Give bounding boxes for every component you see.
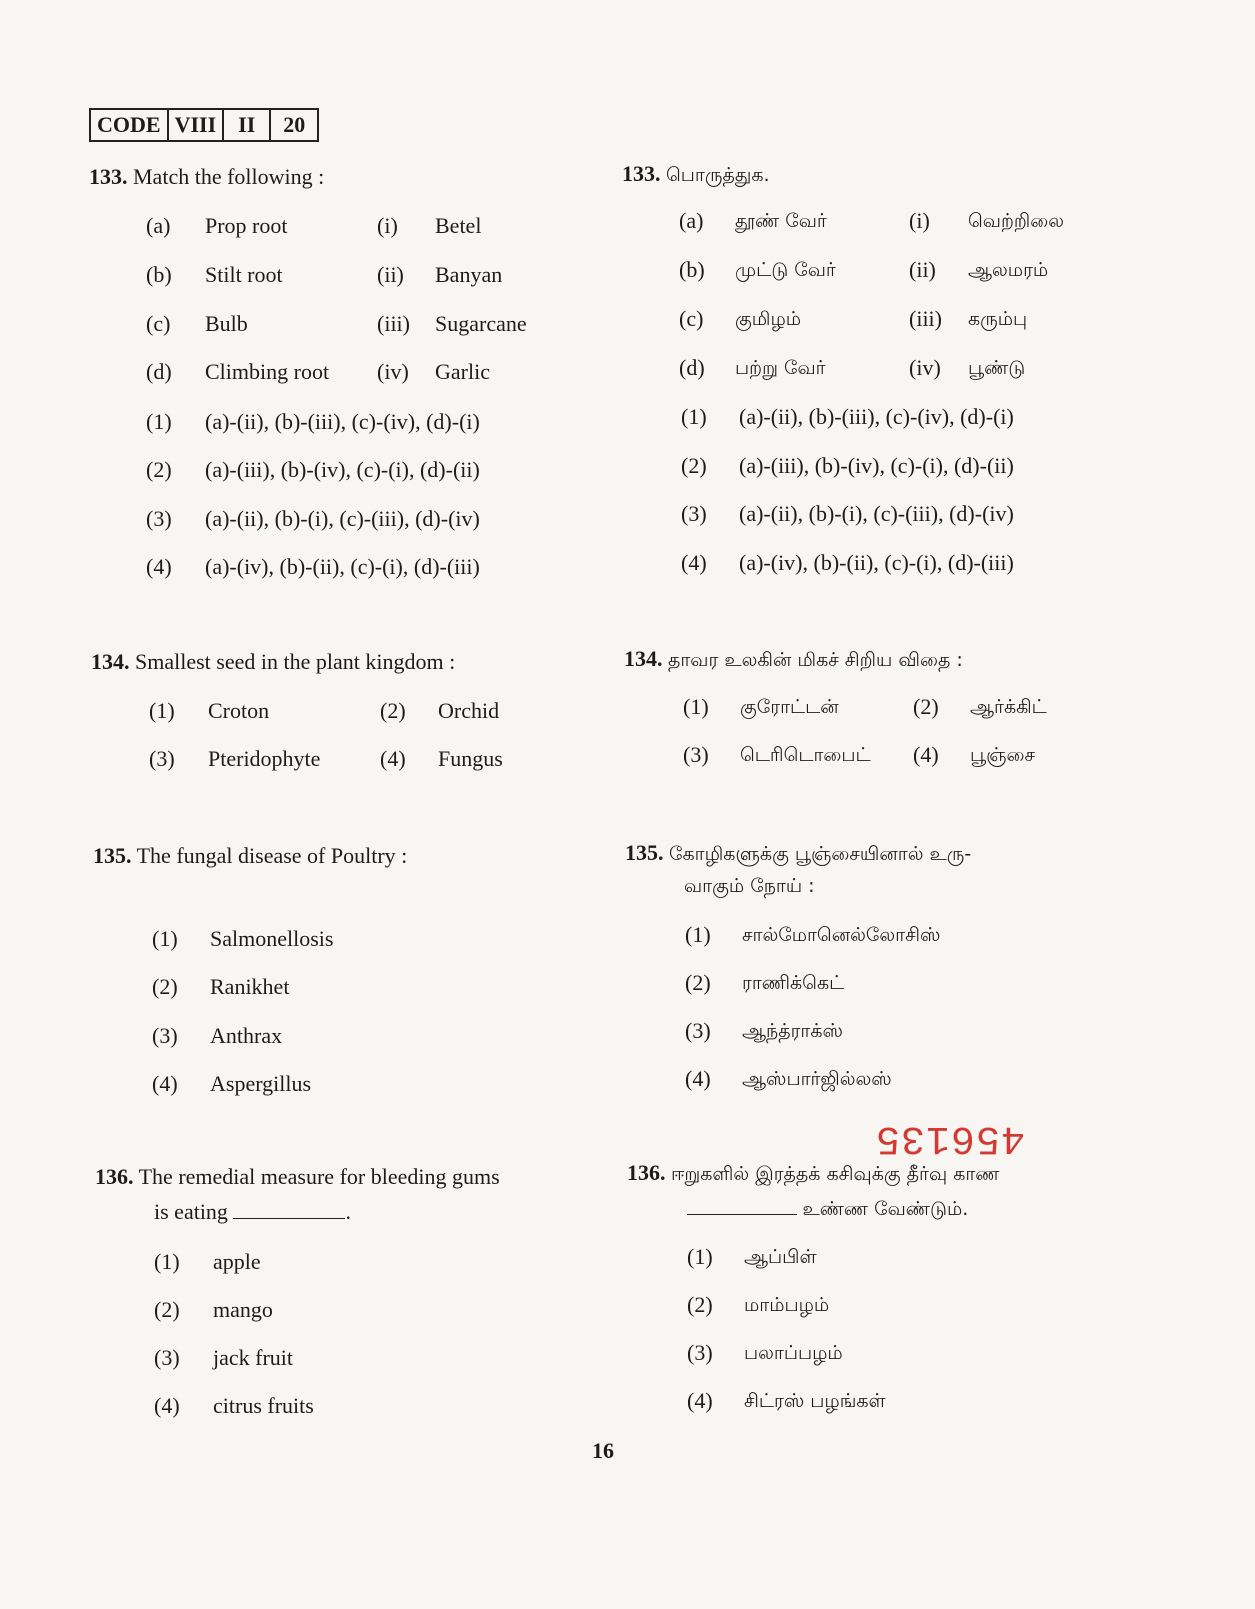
option-number: (3) (681, 501, 707, 526)
exam-code-box (89, 108, 319, 142)
question-text: தாவர உலகின் மிகச் சிறிய விதை : (668, 649, 963, 671)
question-number: 133. (89, 164, 128, 189)
question-text: is eating (154, 1199, 228, 1224)
question-number: 134. (91, 649, 130, 674)
option-number: (1) (154, 1249, 180, 1274)
option-number: (2) (687, 1292, 713, 1317)
pair-item: Stilt root (205, 262, 283, 287)
option-text: apple (213, 1249, 261, 1274)
option-number: (2) (913, 694, 939, 719)
question-135-en (93, 842, 407, 870)
option-number: (3) (152, 1023, 178, 1048)
option-text: (a)-(iv), (b)-(ii), (c)-(i), (d)-(iii) (205, 554, 480, 579)
answer-blank (687, 1196, 797, 1215)
code-number: 20 (283, 112, 306, 137)
pair-letter: (d) (146, 359, 172, 384)
question-text: ஈறுகளில் இரத்தக் கசிவுக்கு தீர்வு காண (671, 1163, 1000, 1185)
option-text: ஆந்த்ராக்ஸ் (742, 1020, 843, 1042)
pair-letter: (a) (146, 213, 171, 238)
option-text: சிட்ரஸ் பழங்கள் (744, 1390, 886, 1412)
option-number: (3) (685, 1018, 711, 1043)
option-text: Anthrax (210, 1023, 283, 1048)
option-text: Aspergillus (210, 1071, 312, 1096)
option-number: (1) (685, 922, 711, 947)
option-text: jack fruit (213, 1345, 294, 1370)
question-134-ta (624, 645, 963, 674)
option-text: சால்மோனெல்லோசிஸ் (742, 924, 941, 946)
question-134-en (91, 648, 455, 676)
option-number: (4) (380, 746, 406, 771)
code-label: CODE (91, 110, 169, 140)
option-text: (a)-(ii), (b)-(i), (c)-(iii), (d)-(iv) (739, 501, 1014, 526)
question-number: 136. (627, 1160, 666, 1185)
option-number: (3) (687, 1340, 713, 1365)
question-136-en (95, 1163, 500, 1191)
pair-roman: (ii) (377, 262, 404, 287)
pair-match: பூண்டு (968, 357, 1026, 379)
pair-item: Prop root (205, 213, 288, 238)
pair-item: Bulb (205, 311, 248, 336)
pair-roman: (i) (377, 213, 398, 238)
question-136-ta-line2 (687, 1194, 968, 1223)
option-number: (2) (146, 457, 172, 482)
option-number: (4) (154, 1393, 180, 1418)
option-number: (1) (152, 926, 178, 951)
option-number: (2) (152, 974, 178, 999)
option-number: (4) (687, 1388, 713, 1413)
option-number: (3) (146, 506, 172, 531)
question-text: உண்ண வேண்டும். (802, 1198, 969, 1220)
code-paper: II (224, 110, 271, 140)
pair-match: ஆலமரம் (968, 259, 1049, 281)
option-text: பலாப்பழம் (744, 1342, 843, 1364)
question-133-en (89, 163, 324, 191)
option-text: டெரிடொபைட் (740, 744, 871, 766)
pair-letter: (c) (146, 311, 171, 336)
pair-letter: (d) (679, 355, 705, 380)
pair-roman: (iv) (909, 355, 941, 380)
pair-item: Climbing root (205, 359, 330, 384)
option-text: (a)-(iii), (b)-(iv), (c)-(i), (d)-(ii) (205, 457, 480, 482)
option-text: (a)-(iii), (b)-(iv), (c)-(i), (d)-(ii) (739, 453, 1014, 478)
question-text: Smallest seed in the plant kingdom : (135, 649, 456, 674)
question-number: 133. (622, 161, 661, 186)
option-text: ராணிக்கெட் (742, 972, 845, 994)
question-text: The remedial measure for bleeding gums (138, 1164, 500, 1189)
question-number: 135. (93, 843, 132, 868)
option-text: citrus fruits (213, 1393, 314, 1418)
option-text: Orchid (438, 698, 500, 723)
option-number: (3) (154, 1345, 180, 1370)
pair-roman: (iv) (377, 359, 409, 384)
option-number: (1) (146, 409, 172, 434)
option-text: Pteridophyte (208, 746, 321, 771)
option-number: (2) (154, 1297, 180, 1322)
option-text: மாம்பழம் (744, 1294, 830, 1316)
pair-match: Sugarcane (435, 311, 527, 336)
question-number: 136. (95, 1164, 134, 1189)
question-text: The fungal disease of Poultry : (136, 843, 408, 868)
option-number: (4) (685, 1066, 711, 1091)
question-text: Match the following : (133, 164, 325, 189)
option-number: (2) (681, 453, 707, 478)
pair-match: Banyan (435, 262, 503, 287)
option-text: Ranikhet (210, 974, 290, 999)
option-number: (2) (685, 970, 711, 995)
question-number: 134. (624, 646, 663, 671)
option-text: குரோட்டன் (740, 696, 839, 718)
question-text: பொருத்துக. (666, 164, 770, 186)
pair-match: வெற்றிலை (968, 210, 1065, 232)
code-class: VIII (169, 110, 225, 140)
pair-item: தூண் வேர் (735, 210, 827, 232)
option-text: பூஞ்சை (970, 744, 1035, 766)
option-text: ஆஸ்பார்ஜில்லஸ் (742, 1068, 892, 1090)
option-text: Fungus (438, 746, 503, 771)
pair-match: Garlic (435, 359, 490, 384)
option-number: (4) (152, 1071, 178, 1096)
option-number: (3) (683, 742, 709, 767)
option-text: (a)-(ii), (b)-(iii), (c)-(iv), (d)-(i) (205, 409, 480, 434)
option-number: (1) (149, 698, 175, 723)
question-135-ta (625, 839, 971, 868)
pair-letter: (b) (146, 262, 172, 287)
question-number: 135. (625, 840, 664, 865)
pair-roman: (i) (909, 208, 930, 233)
pair-roman: (ii) (909, 257, 936, 282)
option-number: (4) (146, 554, 172, 579)
option-text: (a)-(iv), (b)-(ii), (c)-(i), (d)-(iii) (739, 550, 1014, 575)
pair-item: குமிழம் (735, 308, 802, 330)
option-text: ஆப்பிள் (744, 1246, 817, 1268)
question-text: வாகும் நோய் : (684, 875, 815, 897)
option-number: (4) (681, 550, 707, 575)
option-number: (1) (687, 1244, 713, 1269)
option-number: (3) (149, 746, 175, 771)
page-number: 16 (592, 1438, 614, 1463)
option-text: Croton (208, 698, 270, 723)
question-text: கோழிகளுக்கு பூஞ்சையினால் உரு- (669, 843, 972, 865)
option-number: (1) (683, 694, 709, 719)
pair-item: பற்று வேர் (735, 357, 826, 379)
option-text: Salmonellosis (210, 926, 334, 951)
pair-letter: (b) (679, 257, 705, 282)
question-136-ta (627, 1159, 999, 1188)
option-text: mango (213, 1297, 273, 1322)
pair-letter: (a) (679, 208, 704, 233)
option-number: (1) (681, 404, 707, 429)
option-number: (4) (913, 742, 939, 767)
pair-match: Betel (435, 213, 482, 238)
question-133-ta (622, 160, 770, 189)
option-text: (a)-(ii), (b)-(i), (c)-(iii), (d)-(iv) (205, 506, 480, 531)
pair-roman: (iii) (909, 306, 942, 331)
pair-letter: (c) (679, 306, 704, 331)
pair-roman: (iii) (377, 311, 410, 336)
pair-item: முட்டு வேர் (735, 259, 836, 281)
option-text: (a)-(ii), (b)-(iii), (c)-(iv), (d)-(i) (739, 404, 1014, 429)
serial-stamp: 456135 (875, 1115, 1026, 1160)
pair-match: கரும்பு (968, 308, 1028, 330)
question-136-en-line2: is eating . (154, 1199, 351, 1224)
option-number: (2) (380, 698, 406, 723)
option-text: ஆர்க்கிட் (970, 696, 1047, 718)
answer-blank (233, 1200, 345, 1219)
